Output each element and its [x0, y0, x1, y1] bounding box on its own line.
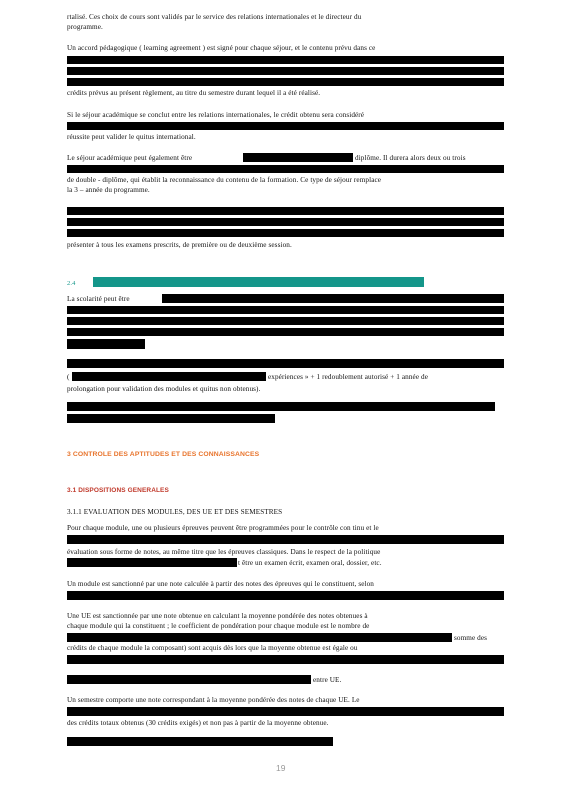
- body-text-line: entre UE.: [313, 676, 342, 684]
- section-heading-bar: [93, 277, 424, 287]
- redaction-bar: [67, 535, 504, 544]
- body-text-line: Le séjour académique peut également être: [67, 154, 193, 162]
- section-heading: 3.1 DISPOSITIONS GENERALES: [67, 487, 169, 494]
- redaction-bar: [67, 218, 504, 226]
- redaction-bar: [67, 56, 504, 64]
- subsection-heading: 3.1.1 EVALUATION DES MODULES, DES UE ET DES SEMESTRES: [67, 508, 283, 516]
- body-text-line: présenter à tous les examens prescrits, de première ou de deuxième session.: [67, 241, 292, 249]
- redaction-bar: [67, 591, 504, 600]
- body-text-line: des crédits totaux obtenus (30 crédits exigés) et non pas à partir de la moyenne obtenue.: [67, 719, 329, 727]
- body-text-line: prolongation pour validation des modules et quitus non obtenus).: [67, 385, 261, 393]
- redaction-bar: [67, 414, 275, 423]
- body-text-line: de double - diplôme, qui établit la reconnaissance du contenu de la formation. Ce type de séjour remplace: [67, 176, 382, 184]
- redaction-bar: [67, 207, 504, 215]
- redaction-bar: [67, 67, 504, 75]
- redaction-bar: [67, 633, 452, 642]
- body-text-line: réussite peut valider le quitus international.: [67, 133, 196, 141]
- redaction-bar: [67, 78, 504, 86]
- redaction-bar: [67, 737, 333, 746]
- body-text-line: la 3 – année du programme.: [67, 186, 150, 194]
- body-text-line: rtalisé. Ces choix de cours sont validés par le service des relations internationales et le directeur du: [67, 13, 362, 21]
- redaction-bar: [162, 294, 504, 303]
- redaction-bar: [67, 558, 237, 567]
- body-text-line: Un semestre comporte une note correspondant à la moyenne pondérée des notes de chaque UE. Le: [67, 696, 360, 704]
- body-text-line: Pour chaque module, une ou plusieurs épreuves peuvent être programmées pour le contrôle con tinu et le: [67, 524, 379, 532]
- redaction-bar: [67, 402, 495, 411]
- body-text-line: (: [67, 373, 70, 381]
- redaction-bar: [72, 372, 266, 381]
- body-text-line: Un module est sanctionné par une note calculée à partir des notes des épreuves qui le constituent, selon: [67, 580, 374, 588]
- body-text-line: Un accord pédagogique ( learning agreement ) est signé pour chaque séjour, et le contenu prévu dans ce: [67, 44, 376, 52]
- body-text-line: évaluation sous forme de notes, au même titre que les épreuves classiques. Dans le respect de la politique: [67, 548, 381, 556]
- body-text-line: chaque module qui la constituent ; le coefficient de pondération pour chaque module est le nombre de: [67, 622, 370, 630]
- body-text-line: Une UE est sanctionnée par une note obtenue en calculant la moyenne pondérée des notes obtenues à: [67, 612, 368, 620]
- redaction-bar: [67, 229, 504, 237]
- body-text-line: crédits de chaque module la composant) sont acquis dès lors que la moyenne obtenue est égale ou: [67, 644, 358, 652]
- redaction-bar: [67, 328, 504, 336]
- redaction-bar: [67, 122, 504, 130]
- redaction-bar: [243, 153, 353, 162]
- redaction-bar: [67, 317, 504, 325]
- redaction-bar: [67, 707, 504, 716]
- redaction-bar: [67, 306, 504, 314]
- page-number: 19: [276, 763, 286, 773]
- redaction-bar: [67, 165, 504, 173]
- redaction-bar: [67, 655, 504, 664]
- body-text-line: Si le séjour académique se conclut entre les relations internationales, le crédit obtenu sera considéré: [67, 111, 365, 119]
- redaction-bar: [67, 359, 504, 368]
- body-text-line: La scolarité peut être: [67, 295, 130, 303]
- redaction-bar: [67, 675, 311, 684]
- body-text-line: t être un examen écrit, examen oral, dossier, etc.: [238, 559, 382, 567]
- body-text-line: programme.: [67, 23, 103, 31]
- body-text-line: somme des: [454, 634, 488, 642]
- section-number: 2.4: [67, 280, 76, 287]
- body-text-line: crédits prévus au présent règlement, au titre du semestre durant lequel il a été réalisé.: [67, 89, 321, 97]
- redaction-bar: [67, 339, 145, 349]
- body-text-line: expériences » + 1 redoublement autorisé + 1 année de: [268, 373, 428, 381]
- chapter-heading: 3 CONTROLE DES APTITUDES ET DES CONNAISSANCES: [67, 451, 260, 458]
- body-text-line: diplôme. Il durera alors deux ou trois: [355, 154, 466, 162]
